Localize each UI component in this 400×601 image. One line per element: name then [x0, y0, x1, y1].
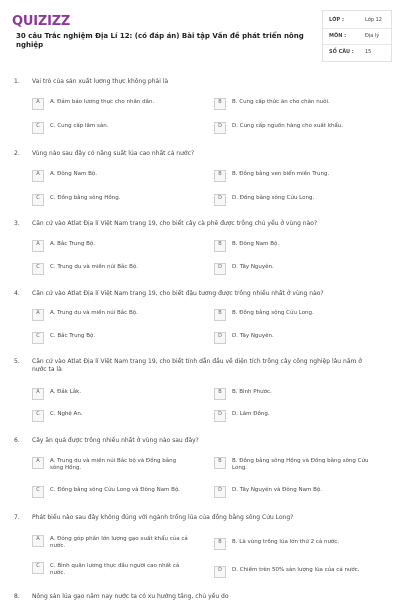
option-text: B. Bình Phước. [232, 389, 272, 395]
option-text: C. Đồng bằng sông Cửu Long và Đông Nam Bộ. [50, 487, 181, 493]
mon-label: MÔN : [329, 33, 347, 39]
option-letter-c: C [36, 563, 40, 569]
option-c[interactable] [32, 263, 180, 279]
option-letter-b: B [218, 389, 222, 395]
meta-box [322, 10, 392, 62]
lop-value: Lớp 12 [365, 17, 382, 23]
option-a[interactable] [32, 457, 180, 473]
option-text: A. Đông Nam Bộ. [50, 171, 97, 177]
option-letter-d: D [218, 567, 222, 573]
question-text: Vai trò của sản xuất lương thực không phải là [32, 78, 169, 85]
option-d[interactable] [214, 486, 362, 502]
question-number: 6. [14, 437, 20, 444]
option-text: D. Lâm Đồng. [232, 411, 270, 417]
option-c[interactable] [32, 410, 180, 426]
lop-label: LỚP : [329, 17, 344, 23]
question-number: 2. [14, 150, 20, 157]
option-d[interactable] [214, 263, 362, 279]
question-number: 5. [14, 358, 20, 365]
socau-label: SỐ CÂU : [329, 49, 354, 55]
option-b[interactable] [214, 98, 362, 114]
option-letter-c: C [36, 411, 40, 417]
option-text: B. Là vùng trồng lúa lớn thứ 2 cả nước. [232, 539, 340, 545]
option-b[interactable] [214, 457, 369, 473]
option-c[interactable] [32, 194, 180, 210]
option-c[interactable] [32, 486, 180, 502]
option-letter-b: B [218, 241, 222, 247]
option-b[interactable] [214, 240, 362, 256]
option-text: C. Bình quân lương thực đầu người cao nhất cả nước. [50, 563, 180, 576]
option-letter-d: D [218, 264, 222, 270]
meta-row-mon [329, 29, 389, 43]
option-a[interactable] [32, 170, 180, 186]
option-letter-c: C [36, 123, 40, 129]
option-c[interactable] [32, 332, 180, 348]
option-d[interactable] [214, 410, 362, 426]
page-title: 30 câu Trắc nghiệm Địa Lí 12: (có đáp án) Bài tập Vấn đề phát triển nông nghiệp [16, 32, 304, 49]
option-letter-d: D [218, 411, 222, 417]
quizizz-logo: QUIZIZZ [12, 14, 71, 29]
option-text: A. Đóng góp phần lớn lượng gạo xuất khẩu của cả nước. [50, 536, 188, 549]
question-text: Nông sản lúa gạo năm nay nước ta có xu hướng tăng, chủ yếu do [32, 593, 229, 600]
option-letter-c: C [36, 487, 40, 493]
option-letter-a: A [36, 389, 40, 395]
option-letter-c: C [36, 195, 40, 201]
option-letter-c: C [36, 264, 40, 270]
option-b[interactable] [214, 538, 362, 554]
option-letter-a: A [36, 171, 40, 177]
option-letter-b: B [218, 310, 222, 316]
option-b[interactable] [214, 309, 362, 325]
question-number: 8. [14, 593, 20, 600]
option-a[interactable] [32, 535, 188, 551]
option-letter-b: B [218, 539, 222, 545]
socau-value: 15 [365, 49, 372, 55]
option-letter-b: B [218, 99, 222, 105]
question-text: Căn cứ vào Atlat Địa lí Việt Nam trang 19, cho biết đậu tương được trồng nhiều nhất ở vùng nào? [32, 290, 324, 297]
option-text: C. Trung du và miền núi Bắc Bộ. [50, 264, 139, 270]
option-b[interactable] [214, 170, 362, 186]
question-text: Vùng nào sau đây có năng suất lúa cao nhất cả nước? [32, 150, 195, 157]
option-letter-b: B [218, 171, 222, 177]
option-text: D. Đồng bằng sông Cửu Long. [232, 195, 315, 201]
option-a[interactable] [32, 240, 180, 256]
question-text: Phát biểu nào sau đây không đúng với ngành trồng lúa của đồng bằng sông Cửu Long? [32, 514, 294, 521]
question-text: Căn cứ vào Atlat Địa lí Việt Nam trang 19, cho biết cây cà phê được trồng chủ yếu ở vùng nào? [32, 220, 318, 227]
option-letter-d: D [218, 195, 222, 201]
option-text: A. Trung du và miền núi Bắc Bộ. [50, 310, 138, 316]
option-d[interactable] [214, 566, 362, 582]
question-text: Cây ăn quả được trồng nhiều nhất ở vùng nào sau đây? [32, 437, 199, 444]
option-a[interactable] [32, 388, 180, 404]
option-text: C. Đồng bằng sông Hồng. [50, 195, 121, 201]
option-text: B. Cung cấp thức ăn cho chăn nuôi. [232, 99, 330, 105]
option-b[interactable] [214, 388, 362, 404]
option-letter-a: A [36, 99, 40, 105]
option-letter-b: B [218, 458, 222, 464]
option-a[interactable] [32, 309, 180, 325]
meta-row-lop [329, 13, 389, 27]
option-letter-d: D [218, 333, 222, 339]
question-text: Căn cứ vào Atlat Địa lí Việt Nam trang 19, cho biết tỉnh dẫn đầu về diện tích trồng cây công nghiệp lâu năm ở nước ta là [32, 358, 362, 373]
option-text: B. Đồng bằng sông Hồng và Đồng bằng sông Cửu Long. [232, 458, 369, 471]
worksheet-header [0, 0, 400, 70]
option-d[interactable] [214, 122, 362, 138]
option-text: D. Tây Nguyên và Đông Nam Bộ. [232, 487, 322, 493]
question-number: 7. [14, 514, 20, 521]
option-letter-a: A [36, 536, 40, 542]
option-text: B. Đồng bằng sông Cửu Long. [232, 310, 314, 316]
option-d[interactable] [214, 194, 362, 210]
question-number: 1. [14, 78, 20, 85]
option-text: C. Cung cấp lâm sản. [50, 123, 109, 129]
option-letter-a: A [36, 458, 40, 464]
option-d[interactable] [214, 332, 362, 348]
option-c[interactable] [32, 122, 180, 138]
option-text: B. Đông Nam Bộ. [232, 241, 280, 247]
option-text: D. Cung cấp nguồn hàng cho xuất khẩu. [232, 123, 343, 129]
option-text: C. Bắc Trung Bộ. [50, 333, 96, 339]
option-letter-c: C [36, 333, 40, 339]
question-number: 3. [14, 220, 20, 227]
option-a[interactable] [32, 98, 180, 114]
option-text: C. Nghệ An. [50, 411, 83, 417]
option-letter-d: D [218, 487, 222, 493]
option-text: B. Đồng bằng ven biển miền Trung. [232, 171, 330, 177]
meta-row-socau [329, 45, 389, 59]
option-letter-a: A [36, 310, 40, 316]
mon-value: Địa lý [365, 33, 380, 39]
option-text: D. Tây Nguyên. [232, 333, 274, 339]
option-text: A. Trung du và miền núi Bắc bộ và Đồng bằng sông Hồng. [50, 458, 177, 471]
option-text: D. Chiếm trên 50% sản lượng lúa của cả nước. [232, 567, 360, 573]
question-number: 4. [14, 290, 20, 297]
option-text: A. Đảm bảo lương thực cho nhân dân. [50, 99, 155, 105]
option-text: A. Đắk Lắk. [50, 389, 82, 395]
option-text: A. Bắc Trung Bộ. [50, 241, 95, 247]
option-c[interactable] [32, 562, 180, 578]
option-letter-a: A [36, 241, 40, 247]
option-letter-d: D [218, 123, 222, 129]
option-text: D. Tây Nguyên. [232, 264, 274, 270]
